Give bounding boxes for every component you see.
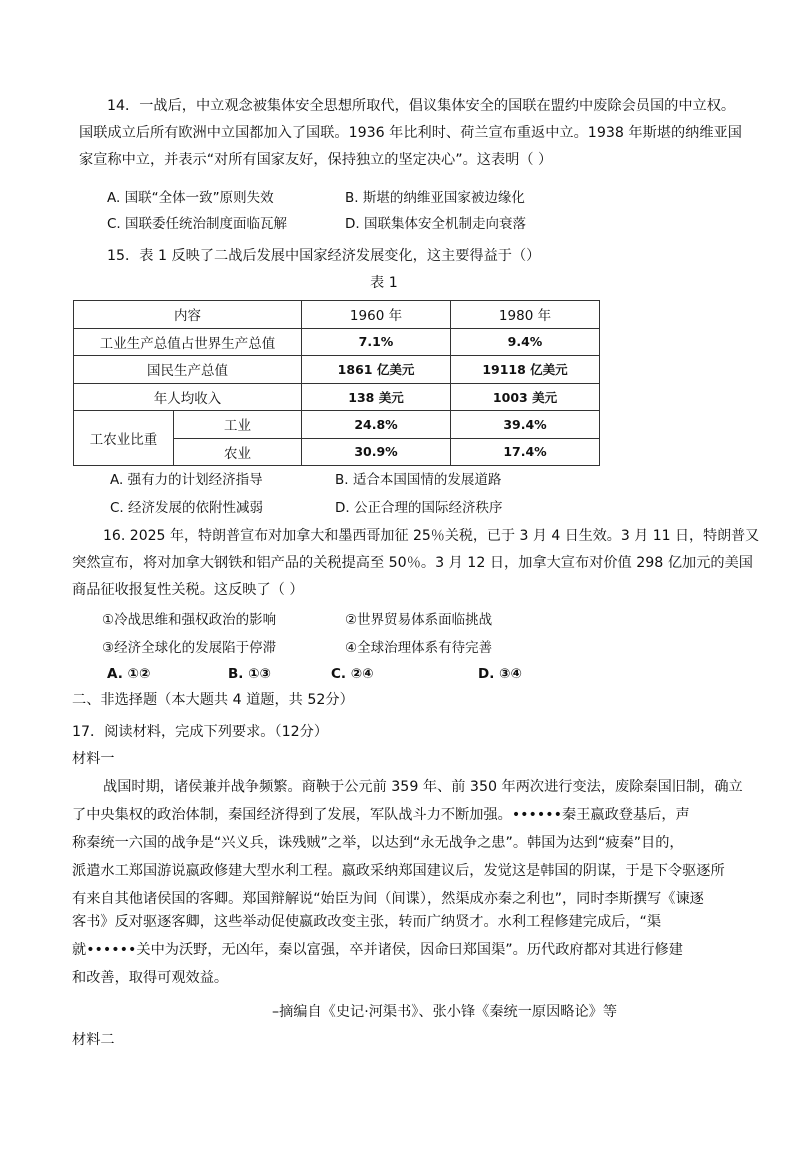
material-1-line: 战国时期，诸侯兼并战争频繁。商鞅于公元前 359 年、前 350 年两次进行变法，废除秦国旧制，确立 bbox=[103, 779, 743, 795]
economic-data-table bbox=[73, 300, 600, 466]
q15-option-a: A. 强有力的计划经济指导 bbox=[110, 472, 263, 488]
table-header-cell: 1980 年 bbox=[451, 301, 600, 329]
material-2-label: 材料二 bbox=[72, 1032, 115, 1048]
q14-line-2: 国联成立后所有欧洲中立国都加入了国联。1936 年比利时、荷兰宣布重返中立。1938 年斯堪的纳维亚国 bbox=[79, 125, 742, 141]
table-cell: 国民生产总值 bbox=[74, 356, 302, 384]
q15-option-d: D. 公正合理的国际经济秩序 bbox=[335, 500, 503, 516]
q16-item-4: ④全球治理体系有待完善 bbox=[345, 640, 493, 656]
q14-option-c: C. 国联委任统治制度面临瓦解 bbox=[107, 216, 288, 232]
section-heading: 二、非选择题（本大题共 4 道题，共 52分） bbox=[72, 692, 354, 708]
table-header-row bbox=[74, 301, 600, 329]
material-1-line: 和改善，取得可观效益。 bbox=[72, 970, 229, 986]
table-cell: 1861 亿美元 bbox=[302, 356, 451, 384]
material-1-line: 客书》反对驱逐客卿，这些举动促使嬴政改变主张，转而广纳贤才。水利工程修建完成后，“渠 bbox=[72, 914, 662, 930]
material-1-line: 就••••••关中为沃野，无凶年，秦以富强，卒并诸侯，因命曰郑国渠”。历代政府都对其进行修建 bbox=[72, 942, 683, 958]
table-row bbox=[74, 383, 600, 411]
table-header-cell: 1960 年 bbox=[302, 301, 451, 329]
material-1-line: 有来自其他诸侯国的客卿。郑国辩解说“始臣为间（间谍），然渠成亦秦之利也”，同时李斯撰写《谏逐 bbox=[72, 891, 704, 907]
q16-option-b: B. ①③ bbox=[228, 666, 271, 682]
q16-option-c: C. ②④ bbox=[331, 666, 374, 682]
q16-option-a: A. ①② bbox=[107, 666, 151, 682]
table-cell: 39.4% bbox=[451, 411, 600, 439]
table-cell: 17.4% bbox=[451, 438, 600, 466]
q14-option-a: A. 国联“全体一致”原则失效 bbox=[107, 190, 274, 206]
table-cell: 138 美元 bbox=[302, 383, 451, 411]
q16-line-1: 16. 2025 年，特朗普宣布对加拿大和墨西哥加征 25％关税，已于 3 月 4 日生效。3 月 11 日，特朗普又 bbox=[103, 528, 760, 544]
table-row bbox=[74, 411, 600, 439]
table-cell: 工业 bbox=[174, 411, 302, 439]
table-cell: 工业生产总值占世界生产总值 bbox=[74, 328, 302, 356]
q14-option-d: D. 国联集体安全机制走向衰落 bbox=[345, 216, 526, 232]
material-1-line: 称秦统一六国的战争是“兴义兵，诛残贼”之举，以达到“永无战争之患”。韩国为达到“疲秦”目的， bbox=[72, 835, 684, 851]
table-cell: 1003 美元 bbox=[451, 383, 600, 411]
table-cell: 7.1% bbox=[302, 328, 451, 356]
table-row bbox=[74, 328, 600, 356]
q16-item-3: ③经济全球化的发展陷于停滞 bbox=[102, 640, 277, 656]
table-cell: 30.9% bbox=[302, 438, 451, 466]
table-title: 表 1 bbox=[370, 275, 398, 291]
q16-option-d: D. ③④ bbox=[478, 666, 522, 682]
material-1-label: 材料一 bbox=[72, 751, 115, 767]
q16-item-1: ①冷战思维和强权政治的影响 bbox=[102, 612, 277, 628]
q14-line-1: 14．一战后，中立观念被集体安全思想所取代，倡议集体安全的国联在盟约中废除会员国的中立权。 bbox=[107, 98, 736, 114]
q16-line-2: 突然宣布，将对加拿大钢铁和铝产品的关税提高至 50％。3 月 12 日，加拿大宣布对价值 298 亿加元的美国 bbox=[72, 555, 753, 571]
table-cell: 农业 bbox=[174, 438, 302, 466]
table-cell: 19118 亿美元 bbox=[451, 356, 600, 384]
q15-option-b: B. 适合本国国情的发展道路 bbox=[335, 472, 502, 488]
table-cell: 24.8% bbox=[302, 411, 451, 439]
q15-stem: 15．表 1 反映了二战后发展中国家经济发展变化，这主要得益于（） bbox=[107, 248, 541, 264]
q16-item-2: ②世界贸易体系面临挑战 bbox=[345, 612, 493, 628]
table-group-label: 工农业比重 bbox=[74, 411, 174, 466]
material-1-line: 了中央集权的政治体制，秦国经济得到了发展，军队战斗力不断加强。••••••秦王嬴政登基后，声 bbox=[72, 807, 690, 823]
q14-line-3: 家宣称中立，并表示“对所有国家友好，保持独立的坚定决心”。这表明（ ） bbox=[79, 152, 553, 168]
q14-option-b: B. 斯堪的纳维亚国家被边缘化 bbox=[345, 190, 525, 206]
q16-line-3: 商品征收报复性关税。这反映了（ ） bbox=[72, 582, 304, 598]
table-row bbox=[74, 356, 600, 384]
material-1-line: 派遣水工郑国游说嬴政修建大型水利工程。嬴政采纳郑国建议后，发觉这是韩国的阴谋，于是下令驱逐所 bbox=[72, 863, 725, 879]
q17-stem: 17．阅读材料，完成下列要求。（12分） bbox=[72, 724, 329, 740]
table-cell: 年人均收入 bbox=[74, 383, 302, 411]
q15-option-c: C. 经济发展的依附性减弱 bbox=[110, 500, 264, 516]
table-cell: 9.4% bbox=[451, 328, 600, 356]
material-1-source: –摘编自《史记·河渠书》、张小锋《秦统一原因略论》等 bbox=[272, 1004, 618, 1020]
table-header-cell: 内容 bbox=[74, 301, 302, 329]
